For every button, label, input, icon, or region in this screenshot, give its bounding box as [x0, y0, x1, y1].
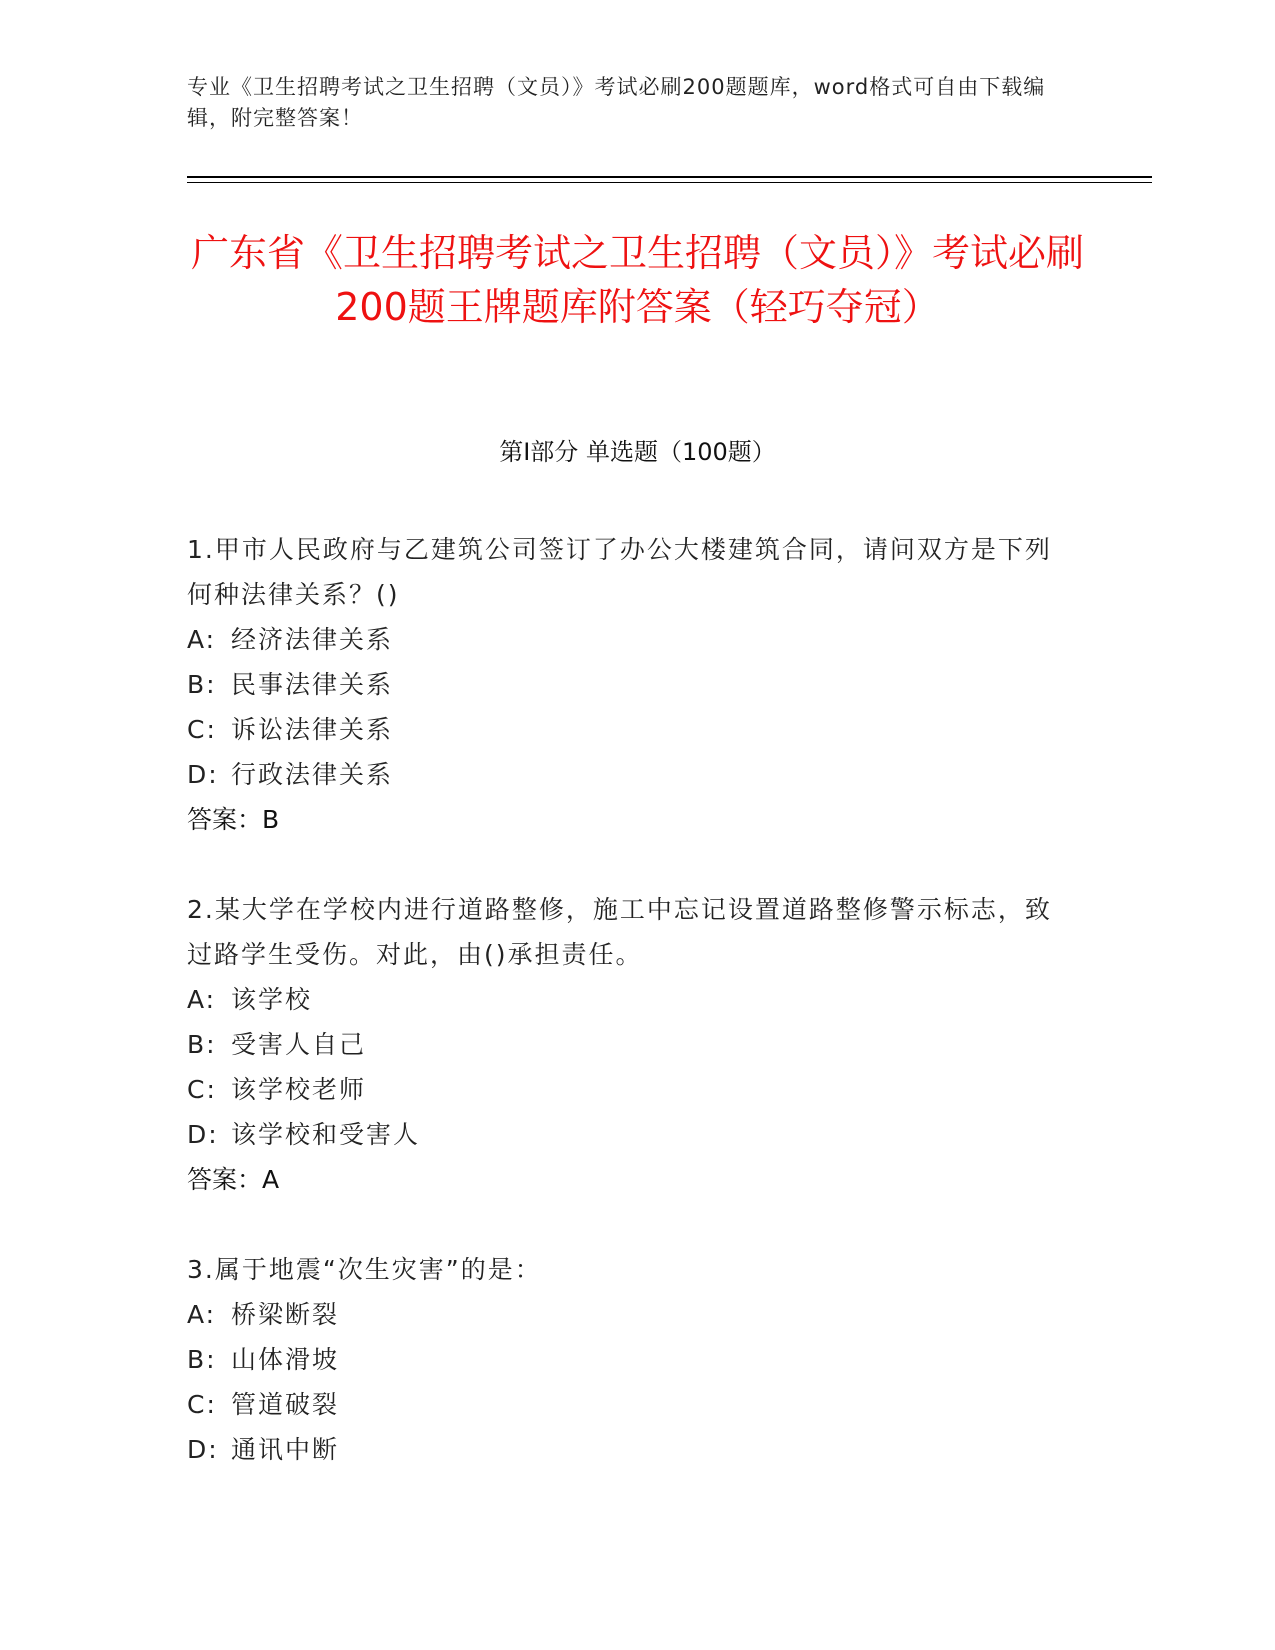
option-text: 民事法律关系 — [231, 670, 394, 699]
option-text: 桥梁断裂 — [231, 1300, 340, 1329]
option-label: B: — [187, 670, 217, 699]
option-text: 管道破裂 — [231, 1390, 340, 1419]
header-divider-thick — [187, 176, 1152, 178]
question-option — [187, 1292, 1067, 1337]
question-option — [187, 617, 1067, 662]
header-divider-thin — [187, 182, 1152, 183]
question-item — [187, 887, 1067, 1202]
option-label: B: — [187, 1345, 217, 1374]
question-option — [187, 662, 1067, 707]
question-list — [187, 527, 1067, 1517]
option-text: 行政法律关系 — [231, 760, 394, 789]
question-item — [187, 527, 1067, 842]
option-label: A: — [187, 625, 217, 654]
question-option — [187, 1112, 1067, 1157]
question-option — [187, 1337, 1067, 1382]
question-stem: 3.属于地震“次生灾害”的是： — [187, 1255, 542, 1284]
option-label: D: — [187, 760, 219, 789]
option-text: 该学校 — [231, 985, 313, 1014]
question-option — [187, 1382, 1067, 1427]
option-label: D: — [187, 1435, 219, 1464]
question-option — [187, 1067, 1067, 1112]
question-answer: 答案：B — [187, 805, 280, 834]
option-text: 该学校和受害人 — [231, 1120, 421, 1149]
option-label: C: — [187, 715, 217, 744]
option-text: 通讯中断 — [231, 1435, 340, 1464]
question-option — [187, 977, 1067, 1022]
question-answer: 答案：A — [187, 1165, 280, 1194]
option-label: A: — [187, 1300, 217, 1329]
option-label: C: — [187, 1390, 217, 1419]
question-option — [187, 707, 1067, 752]
section-heading: 第Ⅰ部分 单选题（100题） — [499, 438, 776, 466]
question-option — [187, 752, 1067, 797]
option-text: 该学校老师 — [231, 1075, 367, 1104]
option-text: 受害人自己 — [231, 1030, 367, 1059]
option-label: D: — [187, 1120, 219, 1149]
question-option — [187, 1427, 1067, 1472]
option-label: A: — [187, 985, 217, 1014]
document-title: 广东省《卫生招聘考试之卫生招聘（文员）》考试必刷200题王牌题库附答案（轻巧夺冠） — [190, 231, 1084, 329]
question-item — [187, 1247, 1067, 1472]
option-text: 诉讼法律关系 — [231, 715, 394, 744]
option-text: 山体滑坡 — [231, 1345, 340, 1374]
question-option — [187, 1022, 1067, 1067]
option-label: B: — [187, 1030, 217, 1059]
question-stem: 1.甲市人民政府与乙建筑公司签订了办公大楼建筑合同，请问双方是下列何种法律关系？() — [187, 535, 1052, 609]
header-note: 专业《卫生招聘考试之卫生招聘（文员）》考试必刷200题题库，word格式可自由下载编辑，附完整答案！ — [187, 75, 1046, 130]
option-text: 经济法律关系 — [231, 625, 394, 654]
question-stem: 2.某大学在学校内进行道路整修，施工中忘记设置道路整修警示标志，致过路学生受伤。对此，由()承担责任。 — [187, 895, 1052, 969]
option-label: C: — [187, 1075, 217, 1104]
